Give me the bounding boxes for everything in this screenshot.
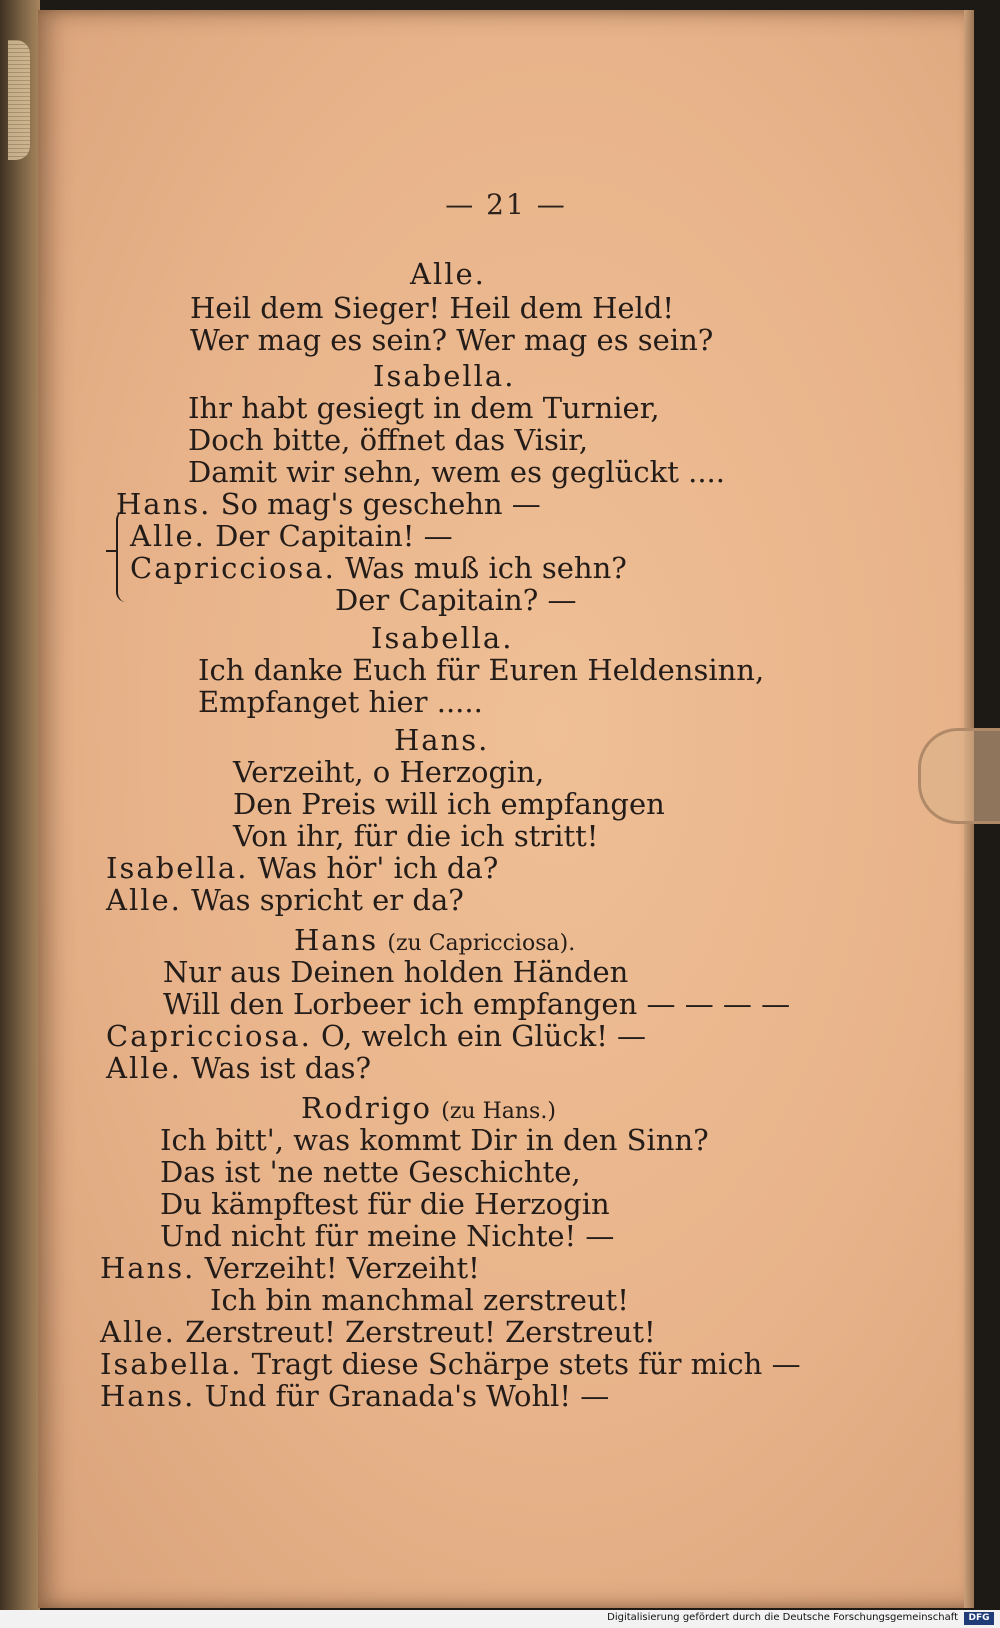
heading-hans-stage: Hans (zu Capricciosa). — [294, 923, 576, 957]
binding-edge — [8, 40, 30, 160]
brace-bracket — [116, 510, 130, 602]
verse-line: Ihr habt gesiegt in dem Turnier, — [188, 391, 660, 425]
verse-line: Ich bin manchmal zerstreut! — [210, 1283, 629, 1317]
verse-line: Will den Lorbeer ich empfangen — — — — — [163, 987, 791, 1021]
heading-isabella: Isabella. — [371, 621, 514, 655]
dialogue-line: Hans. So mag's geschehn — — [116, 487, 541, 521]
dialogue-line: Hans. Und für Granada's Wohl! — — [100, 1379, 610, 1413]
text-block — [38, 10, 974, 1608]
verse-line: Von ihr, für die ich stritt! — [233, 819, 599, 853]
verse-line: Den Preis will ich empfangen — [233, 787, 665, 821]
heading-alle: Alle. — [410, 257, 486, 291]
footer-credit: Digitalisierung gefördert durch die Deutsche Forschungsgemeinschaft — [607, 1612, 958, 1623]
left-page-edge — [0, 0, 40, 1610]
book-page — [38, 10, 974, 1608]
verse-line: Nur aus Deinen holden Händen — [163, 955, 629, 989]
dialogue-line: Alle. Zerstreut! Zerstreut! Zerstreut! — [100, 1315, 656, 1349]
verse-line: Wer mag es sein? Wer mag es sein? — [190, 323, 714, 357]
dialogue-line: Alle. Der Capitain! — — [130, 519, 453, 553]
verse-line: Der Capitain? — — [335, 583, 577, 617]
dialogue-line: Isabella. Was hör' ich da? — [106, 851, 499, 885]
heading-hans: Hans. — [394, 723, 490, 757]
dialogue-line: Isabella. Tragt diese Schärpe stets für mich — — [100, 1347, 801, 1381]
verse-line: Damit wir sehn, wem es geglückt .... — [188, 455, 725, 489]
page-number: — 21 — — [445, 188, 567, 221]
verse-line: Verzeiht, o Herzogin, — [233, 755, 545, 789]
verse-line: Und nicht für meine Nichte! — — [160, 1219, 615, 1253]
verse-line: Du kämpftest für die Herzogin — [160, 1187, 610, 1221]
heading-isabella: Isabella. — [373, 359, 516, 393]
verse-line: Ich danke Euch für Euren Heldensinn, — [198, 653, 765, 687]
verse-line: Doch bitte, öffnet das Visir, — [188, 423, 589, 457]
verse-line: Heil dem Sieger! Heil dem Held! — [190, 291, 675, 325]
dialogue-line: Hans. Verzeiht! Verzeiht! — [100, 1251, 480, 1285]
verse-line: Das ist 'ne nette Geschichte, — [160, 1155, 581, 1189]
verse-line: Empfanget hier ..... — [198, 685, 483, 719]
footer-bar — [0, 1610, 1000, 1628]
dialogue-line: Alle. Was ist das? — [106, 1051, 372, 1085]
dialogue-line: Alle. Was spricht er da? — [106, 883, 464, 917]
heading-rodrigo-stage: Rodrigo (zu Hans.) — [301, 1091, 556, 1125]
verse-line: Ich bitt', was kommt Dir in den Sinn? — [160, 1123, 709, 1157]
dialogue-line: Capricciosa. O, welch ein Glück! — — [106, 1019, 647, 1053]
dfg-logo: DFG — [964, 1612, 994, 1625]
dialogue-line: Capricciosa. Was muß ich sehn? — [130, 551, 627, 585]
